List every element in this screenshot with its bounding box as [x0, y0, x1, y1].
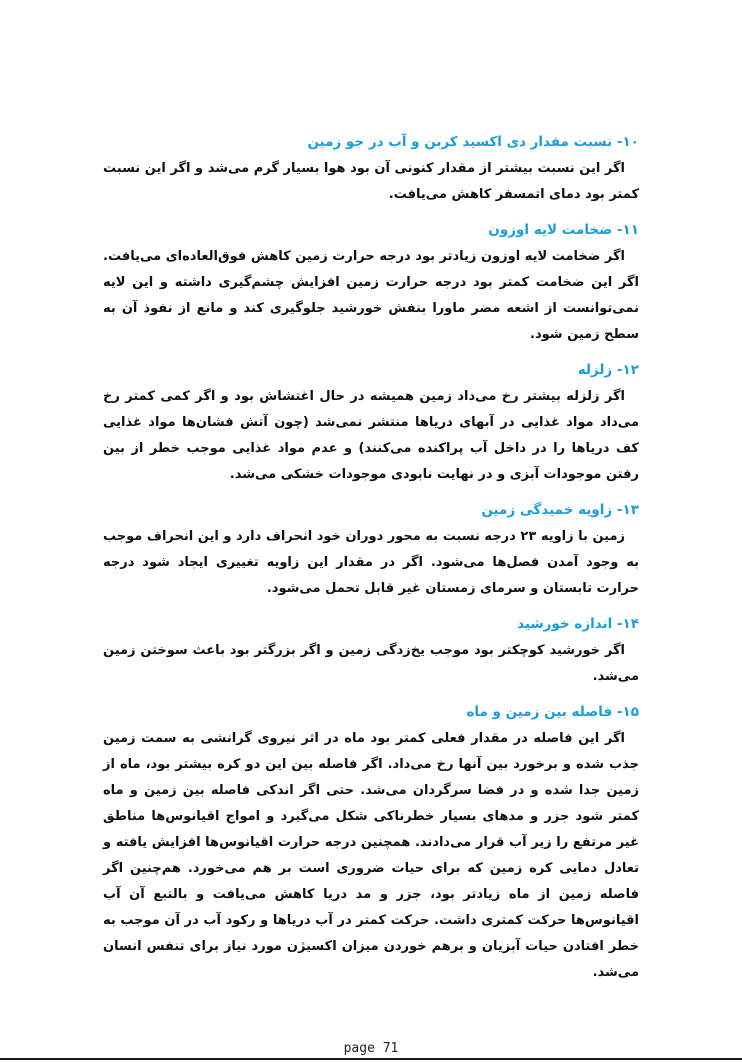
- section-10: [103, 132, 639, 208]
- section-13: [103, 500, 639, 602]
- section-body: اگر خورشید کوچکتر بود موجب یخ‌زدگی زمین و اگر بزرگتر بود باعث سوختن زمین می‌شد.: [103, 643, 639, 684]
- section-body: زمین با زاویه ۲۳ درجه نسبت به محور دوران خود انحراف دارد و این انحراف موجب به وجود آمدن فصل‌ها می‌شود. اگر در مقدار این زاویه تغییری ایجاد شود درجه حرارت تابستان و سرمای زمستان غیر قابل تحمل می‌شود.: [103, 529, 639, 596]
- section-body: اگر این فاصله در مقدار فعلی کمتر بود ماه در اثر نیروی گرانشی به سمت زمین جذب شده و برخورد بین آنها رخ می‌داد. اگر فاصله بین این دو کره بیشتر بود، ماه از زمین جدا شده و در فضا سرگردان می‌شد. حتی اگر اندکی فاصله بین زمین و ماه کمتر شود جزر و مدهای بسیار خطرناکی شکل می‌گیرد و امواج اقیانوس‌ها مناطق غیر مرتفع را زیر آب قرار می‌دادند. همچنین درجه حرارت اقیانوس‌ها افزایش یافته و تعادل دمایی کره زمین که برای حیات ضروری است بر هم می‌خورد. هم‌چنین اگر فاصله زمین از ماه زیادتر بود، جزر و مد دریا کاهش می‌یافت و بالتبع آن آب اقیانوس‌ها حرکت کمتری داشت. حرکت کمتر در آب دریاها و رکود آب در آن موجب به خطر افتادن حیات آبزیان و برهم خوردن میزان اکسیژن مورد نیاز برای تنفس انسان می‌شد.: [103, 731, 639, 980]
- section-11: [103, 220, 639, 348]
- section-14: [103, 614, 639, 690]
- section-body: اگر زلزله بیشتر رخ می‌داد زمین همیشه در حال اغتشاش بود و اگر کمی کمتر رخ می‌داد مواد غذایی در آبهای دریاها منتشر نمی‌شد (چون آتش فشان‌ها مواد غذایی کف دریاها را در داخل آب پراکنده می‌کنند) و عدم مواد غذایی موجب خطر از بین رفتن موجودات آبزی و در نهایت نابودی موجودات خشکی می‌شد.: [103, 389, 639, 482]
- section-heading: ۱۴- اندازه خورشید: [517, 616, 639, 632]
- page-number: page 71: [343, 1041, 399, 1056]
- section-body: اگر این نسبت بیشتر از مقدار کنونی آن بود هوا بسیار گرم می‌شد و اگر این نسبت کمتر بود دمای اتمسفر کاهش می‌یافت.: [103, 161, 639, 202]
- section-heading: ۱۱- ضخامت لایه اوزون: [488, 222, 639, 238]
- section-heading: ۱۲- زلزله: [577, 362, 639, 378]
- section-heading: ۱۰- نسبت مقدار دی اکسید کربن و آب در جو زمین: [307, 134, 639, 150]
- section-15: [103, 702, 639, 986]
- page-content: [103, 132, 639, 998]
- section-body: اگر ضخامت لایه اوزون زیادتر بود درجه حرارت زمین کاهش فوق‌العاده‌ای می‌یافت. اگر این ضخامت کمتر بود درجه حرارت زمین افزایش چشم‌گیری داشته و این لایه نمی‌توانست از اشعه مضر ماورا بنفش خورشید جلوگیری کند و مانع از نفوذ آن به سطح زمین شود.: [103, 249, 639, 342]
- section-12: [103, 360, 639, 488]
- section-heading: ۱۳- زاویه خمیدگی زمین: [481, 502, 639, 518]
- footer-divider: [0, 1058, 742, 1060]
- section-heading: ۱۵- فاصله بین زمین و ماه: [466, 704, 639, 720]
